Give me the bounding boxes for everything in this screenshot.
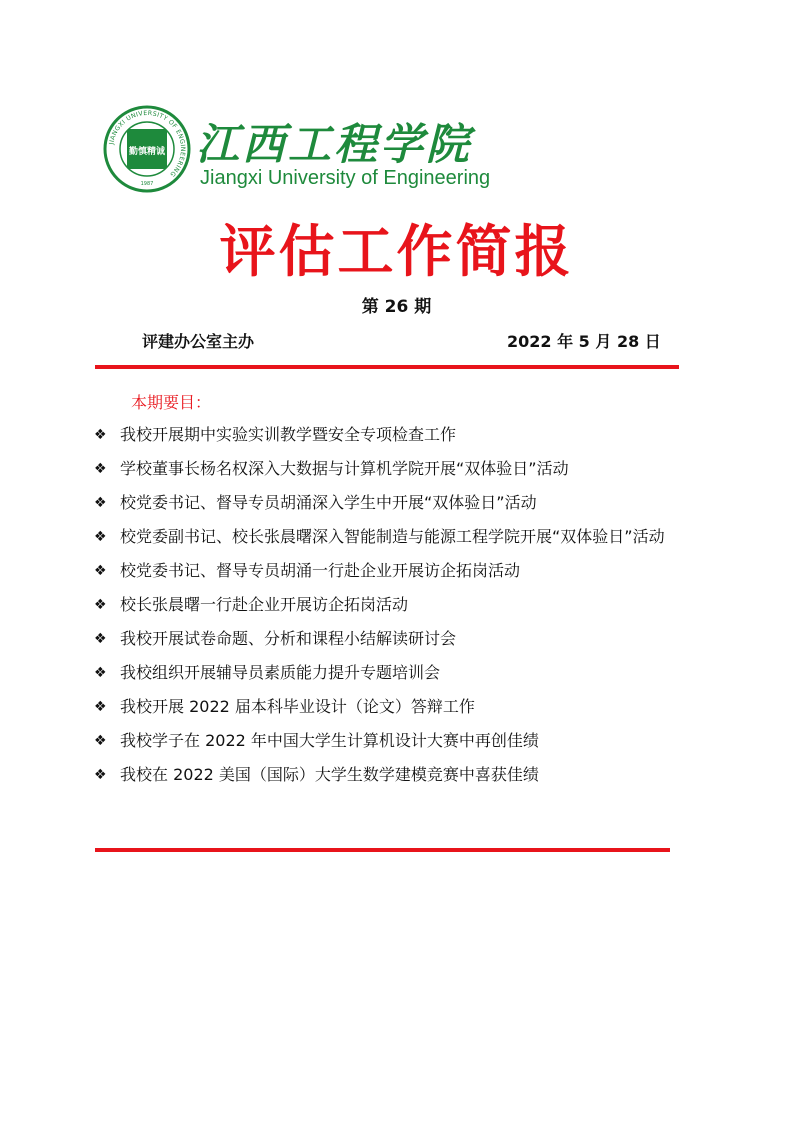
list-item <box>94 520 706 554</box>
publish-date: 2022 年 5 月 28 日 <box>507 332 661 351</box>
issue-number: 第 26 期 <box>361 297 432 317</box>
list-item <box>94 554 706 588</box>
list-item <box>94 656 706 690</box>
diamond-bullet-icon: ❖ <box>94 427 107 443</box>
list-item <box>94 758 706 792</box>
list-item <box>94 418 706 452</box>
diamond-bullet-icon: ❖ <box>94 563 107 579</box>
toc-item-text: 我校开展 2022 届本科毕业设计（论文）答辩工作 <box>120 697 475 716</box>
diamond-bullet-icon: ❖ <box>94 767 107 783</box>
top-divider <box>95 365 679 369</box>
list-item <box>94 622 706 656</box>
bulletin-title: 评估工作简报 <box>219 220 574 285</box>
seal-year: 1987 <box>140 181 154 187</box>
toc-item-text: 我校开展试卷命题、分析和课程小结解读研讨会 <box>120 629 457 648</box>
organizer: 评建办公室主办 <box>142 332 255 351</box>
diamond-bullet-icon: ❖ <box>94 495 107 511</box>
toc-item-text: 我校组织开展辅导员素质能力提升专题培训会 <box>120 663 441 682</box>
toc-heading: 本期要目： <box>131 393 212 412</box>
school-name-en: Jiangxi University of Engineering <box>200 167 491 189</box>
seal-inner-text: 勤慎精诚 <box>128 147 166 157</box>
diamond-bullet-icon: ❖ <box>94 631 107 647</box>
seal-ring-text: JIANGXI UNIVERSITY OF ENGINEERING <box>108 109 187 178</box>
toc-list <box>94 418 706 792</box>
toc-item-text: 校长张晨曙一行赴企业开展访企拓岗活动 <box>120 595 409 614</box>
list-item <box>94 690 706 724</box>
diamond-bullet-icon: ❖ <box>94 699 107 715</box>
toc-item-text: 校党委书记、督导专员胡涌一行赴企业开展访企拓岗活动 <box>120 561 521 580</box>
toc-item-text: 校党委书记、督导专员胡涌深入学生中开展“双体验日”活动 <box>120 493 537 512</box>
school-seal-icon <box>103 105 191 193</box>
toc-item-text: 我校学子在 2022 年中国大学生计算机设计大赛中再创佳绩 <box>120 731 539 750</box>
list-item <box>94 724 706 758</box>
toc-item-text: 我校开展期中实验实训教学暨安全专项检查工作 <box>120 425 457 444</box>
diamond-bullet-icon: ❖ <box>94 597 107 613</box>
school-logo <box>103 105 503 200</box>
diamond-bullet-icon: ❖ <box>94 733 107 749</box>
toc-item-text: 我校在 2022 美国（国际）大学生数学建模竞赛中喜获佳绩 <box>120 765 539 784</box>
toc-item-text: 校党委副书记、校长张晨曙深入智能制造与能源工程学院开展“双体验日”活动 <box>120 527 665 546</box>
diamond-bullet-icon: ❖ <box>94 529 107 545</box>
list-item <box>94 588 706 622</box>
school-name-cn: 江西工程学院 <box>196 120 472 170</box>
diamond-bullet-icon: ❖ <box>94 461 107 477</box>
list-item <box>94 452 706 486</box>
bottom-divider <box>95 848 670 852</box>
diamond-bullet-icon: ❖ <box>94 665 107 681</box>
list-item <box>94 486 706 520</box>
toc-item-text: 学校董事长杨名权深入大数据与计算机学院开展“双体验日”活动 <box>120 459 569 478</box>
